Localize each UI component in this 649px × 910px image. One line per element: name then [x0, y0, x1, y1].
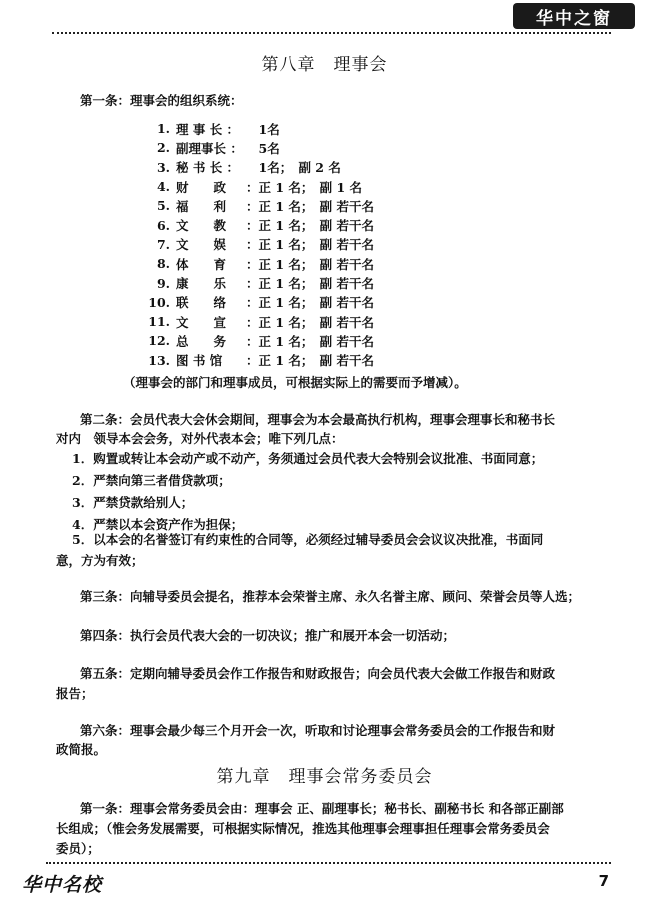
article-3: 第三条：向辅导委员会提名，推荐本会荣誉主席、永久名誉主席、顾问、荣誉会员等人选； [80, 589, 581, 604]
roster-count: ：正 1 名； 副 若干名 [246, 237, 375, 253]
roster-number: 7. [156, 236, 170, 252]
roster-count: 1名 [246, 121, 280, 137]
roster-row [146, 312, 374, 331]
roster-number: 6. [156, 217, 170, 233]
article-2-line-2: 对内 领导本会会务，对外代表本会；唯下列几点： [56, 431, 344, 446]
roster-row [146, 215, 374, 234]
roster-number: 3. [156, 159, 170, 175]
chapter-9-title: 第九章 理事会常务委员会 [216, 767, 433, 787]
roster-row [146, 138, 374, 157]
roster-position: 联 络 [176, 295, 227, 311]
page-number: 7 [598, 872, 609, 890]
roster-count: ：正 1 名； 副 若干名 [246, 198, 375, 214]
chapter-8-article-1-heading: 第一条：理事会的组织系统： [80, 93, 243, 108]
chapter-9-article-1-line-3: 委员）； [56, 841, 100, 856]
footer-logo: 华中名校 [22, 874, 103, 896]
roster-row [146, 273, 374, 292]
roster-row [146, 331, 374, 350]
roster-count: ：正 1 名； 副 若干名 [246, 256, 375, 272]
roster-position: 文 宣 [176, 314, 227, 330]
roster-count: ：正 1 名； 副 若干名 [246, 218, 375, 234]
chapter-8-title: 第八章 理事会 [261, 55, 388, 75]
article-2-line-1: 第二条：会员代表大会休会期间，理事会为本会最高执行机构，理事会理事长和秘书长 [80, 412, 556, 427]
roster-note: （理事会的部门和理事成员，可根据实际上的需要而予增减）。 [123, 375, 467, 390]
roster-position: 秘 书 长 ： [176, 160, 240, 176]
article-2-item-2: 2．严禁向第三者借贷款项； [72, 473, 231, 488]
roster-row [146, 119, 374, 138]
top-divider [52, 32, 611, 34]
roster-row [146, 196, 374, 215]
roster-position: 总 务 [176, 333, 227, 349]
roster-row [146, 254, 374, 273]
roster-position: 图 书 馆 [176, 353, 223, 369]
chapter-9-article-1-line-1: 第一条：理事会常务委员会由：理事会 正、副理事长；秘书长、副秘书长 和各部正副部 [80, 801, 564, 816]
roster-position: 理 事 长 ： [176, 121, 240, 137]
article-2-item-5: 5．以本会的名誉签订有约束性的合同等，必须经过辅导委员会会议议决批准，书面同 [72, 532, 544, 547]
roster-number: 11. [148, 314, 170, 330]
roster-count: 5名 [246, 140, 280, 156]
roster-position: 体 育 [176, 256, 227, 272]
roster-count: ：正 1 名； 副 若干名 [246, 276, 375, 292]
article-2-item-4: 4．严禁以本会资产作为担保； [72, 517, 244, 532]
roster-position: 副理事长 ： [176, 140, 243, 156]
article-4: 第四条：执行会员代表大会的一切决议；推广和展开本会一切活动； [80, 628, 456, 643]
article-2-item-3: 3．严禁贷款给别人； [72, 495, 194, 510]
chapter-9-article-1-line-2: 长组成；（惟会务发展需要，可根据实际情况，推选其他理事会理事担任理事会常务委员会 [56, 821, 550, 836]
roster-row [146, 351, 374, 370]
section-badge: 华中之窗 [513, 3, 635, 29]
roster-count: ：正 1 名； 副 若干名 [246, 295, 375, 311]
roster-number: 2. [156, 140, 170, 156]
roster-position: 文 教 [176, 218, 227, 234]
roster-count: ：正 1 名； 副 1 名 [246, 179, 363, 195]
roster-row [146, 158, 374, 177]
roster-number: 10. [148, 294, 170, 310]
roster-count: 1名； 副 2 名 [246, 160, 341, 176]
article-2-item-5-cont: 意，方为有效； [56, 553, 144, 568]
roster-number: 12. [148, 333, 170, 349]
article-6-line-2: 政简报。 [56, 742, 107, 757]
article-2-item-1: 1．购置或转让本会动产或不动产，务须通过会员代表大会特别会议批准、书面同意； [72, 451, 544, 466]
roster-row [146, 177, 374, 196]
roster-count: ：正 1 名； 副 若干名 [246, 314, 375, 330]
roster-row [146, 235, 374, 254]
roster-row [146, 293, 374, 312]
roster-number: 5. [156, 198, 170, 214]
roster-number: 1. [156, 121, 170, 137]
article-6-line-1: 第六条：理事会最少每三个月开会一次，听取和讨论理事会常务委员会的工作报告和财 [80, 723, 556, 738]
roster-position: 福 利 [176, 198, 227, 214]
roster-number: 9. [156, 275, 170, 291]
roster-position: 财 政 [176, 179, 227, 195]
roster-count: ：正 1 名； 副 若干名 [246, 353, 375, 369]
article-5-line-1: 第五条：定期向辅导委员会作工作报告和财政报告；向会员代表大会做工作报告和财政 [80, 666, 556, 681]
roster-number: 8. [156, 256, 170, 272]
roster-position: 文 娱 [176, 237, 227, 253]
roster-count: ：正 1 名； 副 若干名 [246, 333, 375, 349]
bottom-divider [46, 862, 611, 864]
roster-number: 13. [148, 352, 170, 368]
roster-number: 4. [156, 179, 170, 195]
organization-roster [146, 119, 374, 370]
article-5-line-2: 报告； [56, 686, 94, 701]
roster-position: 康 乐 [176, 276, 227, 292]
